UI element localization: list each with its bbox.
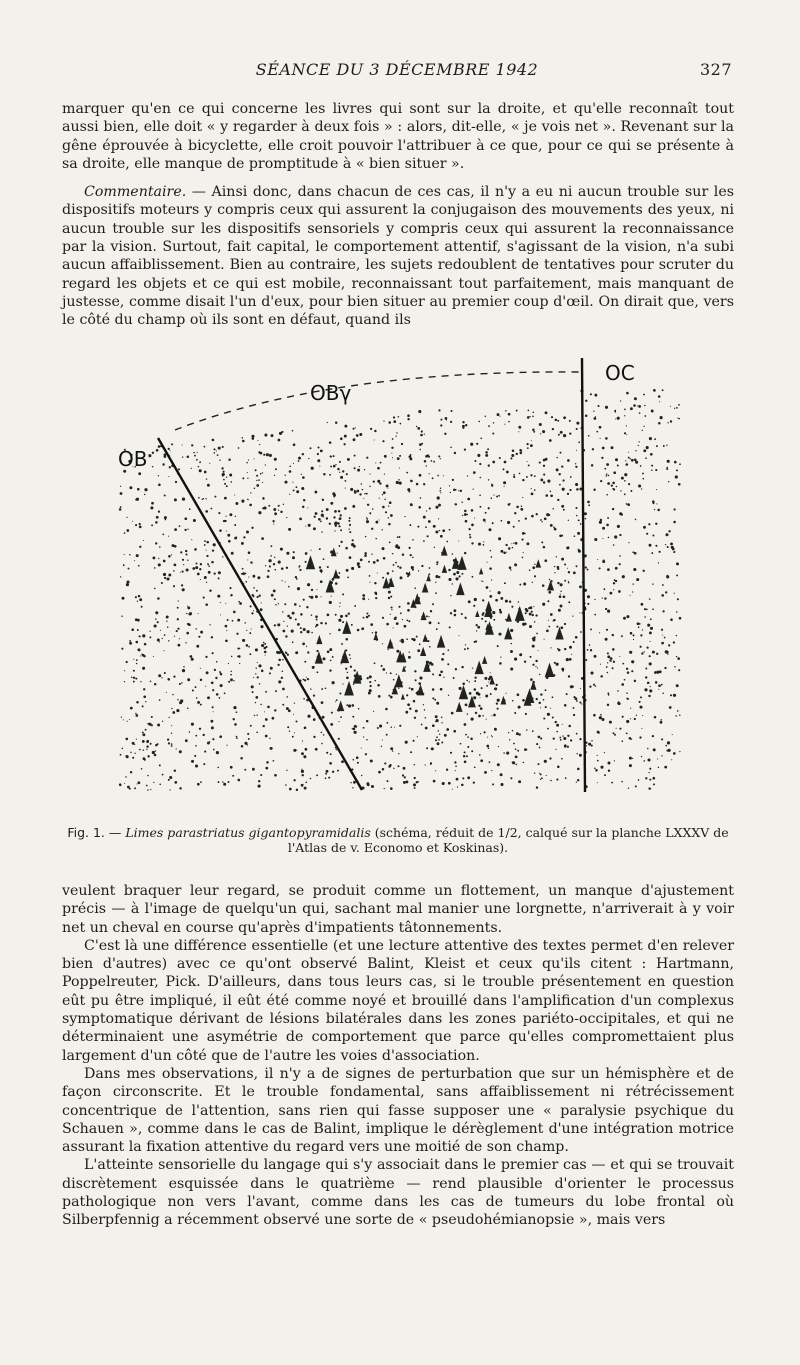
- label-obgamma: OBγ: [310, 381, 352, 405]
- paragraph: C'est là une différence essentielle (et une lecture attentive des textes permet d'en relever bien d'autres) avec ce qu'ont observé Balint, Kleist et ceux qu'ils citent : Hartmann, Poppelreuter, Pick. D'ailleurs, dans tous leurs cas, si le trouble présentement en question eût pu être impliqué, il eût été comme noyé et brouillé dans l'amplification d'un complexus symptomatique dérivant de lésions bilatérales dans les zones pariéto-occipitales, et qui ne déterminaient une asymétrie de comportement que parce qu'elles compromettaient plus largement d'un côté que de l'autre les voies d'association.: [62, 937, 734, 1064]
- body-text-bottom: [62, 882, 734, 1230]
- label-oc: OC: [605, 361, 635, 385]
- body-text-top: [62, 100, 734, 330]
- page-number: 327: [699, 60, 732, 79]
- running-title: SÉANCE DU 3 DÉCEMBRE 1942: [255, 60, 539, 79]
- commentary-label: Commentaire.: [84, 184, 187, 201]
- caption-text: (schéma, réduit de 1/2, calqué sur la planche LXXXV de l'Atlas de v. Economo et Koskinas).: [287, 825, 729, 855]
- figure-1: [100, 350, 700, 810]
- paragraph: marquer qu'en ce qui concerne les livres qui sont sur la droite, et qu'elle reconnaît tout aussi bien, elle doit « y regarder à deux fois » : alors, dit-elle, « je vois net ». Revenant sur la gêne éprouvée à bicyclette, elle croit pouvoir l'attribuer à ce que, pour ce qui se présente à sa droite, elle manque de promptitude à « bien situer ».: [62, 101, 734, 172]
- figure-schema: [100, 350, 700, 810]
- dashed-boundary-arc: [175, 372, 580, 430]
- commentary-paragraph: [62, 183, 734, 329]
- caption-label: Fig. 1. —: [67, 825, 122, 840]
- caption-species: Limes parastriatus gigantopyramidalis: [125, 825, 371, 840]
- oc-boundary-line: [582, 358, 585, 792]
- figure-caption: [62, 825, 734, 855]
- label-ob: OB: [118, 447, 148, 471]
- paragraph: veulent braquer leur regard, se produit comme un flottement, un manque d'ajustement précis — à l'image de quelqu'un qui, sachant mal manier une lorgnette, n'arriverait à y voir net un cheval en course qu'après d'impatients tâtonnements.: [62, 883, 734, 936]
- running-header: [62, 60, 732, 82]
- commentary-text: — Ainsi donc, dans chacun de ces cas, il n'y a eu ni aucun trouble sur les dispositifs moteurs y compris ceux qui assurent la conjugaison des mouvements des yeux, ni aucun trouble sur les dispositifs sensoriels y compris ceux qui assurent la reconnaissance par la vision. Surtout, fait capital, le comportement attentif, s'agissant de la vision, n'a subi aucun affaiblissement. Bien au contraire, les sujets redoublent de tentatives pour scruter du regard les objets et ce qui est mobile, reconnaissant tout parfaitement, mais manquant de justesse, comme disait l'un d'eux, pour bien situer au premier coup d'œil. On dirait que, vers le côté du champ où ils sont en défaut, quand ils: [62, 184, 734, 329]
- paragraph: L'atteinte sensorielle du langage qui s'y associait dans le premier cas — et qui se trouvait discrètement esquissée dans le quatrième — rend plausible d'orienter le processus pathologique non vers l'avant, comme dans les cas de tumeurs du lobe frontal où Silberpfennig a récemment observé une sorte de « pseudohémianopsie », mais vers: [62, 1157, 734, 1229]
- cell-stipple-field: [119, 389, 681, 791]
- paragraph: Dans mes observations, il n'y a de signes de perturbation que sur un hémisphère et de façon circonscrite. Et le trouble fondamental, sans affaiblissement ni rétrécissement concentrique de l'attention, sans rien qui fasse supposer une « paralysie psychique du Schauen », comme dans le cas de Balint, implique le dérèglement d'une intégration motrice assurant la fixation attentive du regard vers une moitié de son champ.: [62, 1065, 734, 1156]
